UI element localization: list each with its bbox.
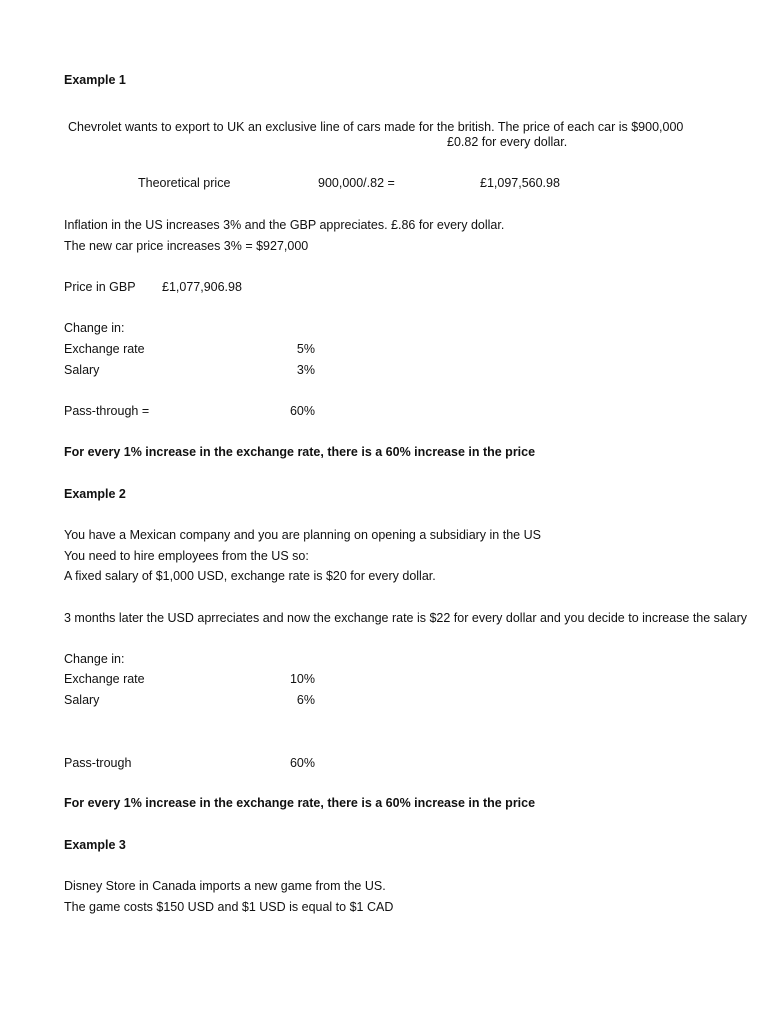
example2-salary-value: 6%	[296, 693, 315, 707]
example1-exchange-rate-label: Exchange rate	[64, 342, 145, 356]
theoretical-price-formula: 900,000/.82 =	[318, 176, 395, 190]
example1-intro-line1: Chevrolet wants to export to UK an exclusive line of cars made for the british. The price of each car is $900,000	[68, 120, 684, 134]
example1-salary-label: Salary	[64, 363, 100, 377]
example2-exchange-rate-value: 10%	[289, 672, 315, 686]
theoretical-price-label: Theoretical price	[138, 176, 231, 190]
example1-salary-value: 3%	[296, 363, 315, 377]
price-in-gbp-value: £1,077,906.98	[162, 280, 242, 294]
example2-line4: 3 months later the USD aprreciates and now the exchange rate is $22 for every dollar and you decide to increase the salary	[64, 611, 748, 625]
example1-inflation-line: Inflation in the US increases 3% and the GBP appreciates. £.86 for every dollar.	[64, 218, 505, 232]
example2-line1: You have a Mexican company and you are planning on opening a subsidiary in the US	[64, 528, 541, 542]
example2-exchange-rate-label: Exchange rate	[64, 672, 145, 686]
example1-pass-through-label: Pass-through =	[64, 404, 150, 418]
example3-line2: The game costs $150 USD and $1 USD is equal to $1 CAD	[64, 900, 394, 914]
example2-heading: Example 2	[64, 487, 126, 501]
example1-intro-line2: £0.82 for every dollar.	[447, 135, 568, 149]
example2-pass-through-value: 60%	[289, 756, 315, 770]
example3-line1: Disney Store in Canada imports a new game from the US.	[64, 879, 386, 893]
example2-salary-label: Salary	[64, 693, 100, 707]
example1-pass-through-value: 60%	[289, 404, 315, 418]
example2-pass-through-label: Pass-trough	[64, 756, 132, 770]
example3-heading: Example 3	[64, 838, 126, 852]
example1-conclusion: For every 1% increase in the exchange rate, there is a 60% increase in the price	[64, 445, 536, 459]
example2-line3: A fixed salary of $1,000 USD, exchange rate is $20 for every dollar.	[64, 569, 436, 583]
example1-new-price-line: The new car price increases 3% = $927,000	[64, 239, 309, 253]
example2-line2: You need to hire employees from the US so:	[64, 549, 309, 563]
example1-exchange-rate-value: 5%	[296, 342, 315, 356]
theoretical-price-value: £1,097,560.98	[480, 176, 560, 190]
example1-heading: Example 1	[64, 73, 126, 87]
example2-conclusion: For every 1% increase in the exchange rate, there is a 60% increase in the price	[64, 796, 536, 810]
price-in-gbp-label: Price in GBP	[64, 280, 136, 294]
example1-change-in-label: Change in:	[64, 321, 125, 335]
example2-change-in-label: Change in:	[64, 652, 125, 666]
